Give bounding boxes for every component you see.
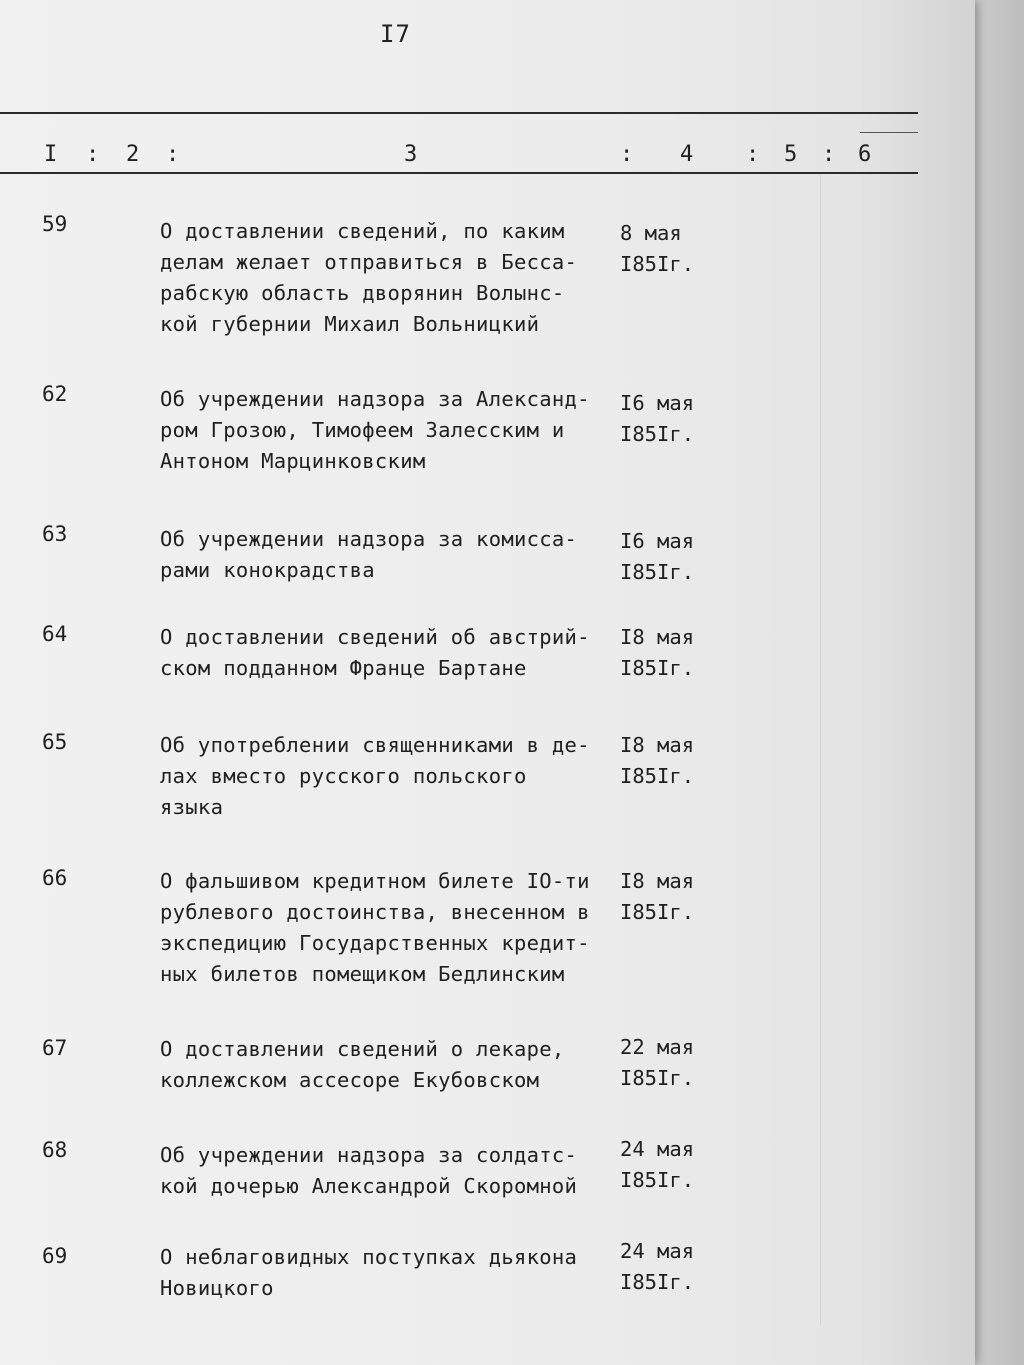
entry-number: 66: [42, 866, 68, 890]
entry-date: 24 мая I85Iг.: [620, 1239, 695, 1294]
header-rule-bottom: [0, 172, 918, 174]
entry-number: 63: [42, 522, 68, 546]
entry-number: 65: [42, 730, 68, 754]
entry-number: 69: [42, 1244, 68, 1268]
entry-number: 62: [42, 382, 68, 406]
entry-description: О неблаговидных поступках дьякона Новицкого: [160, 1245, 578, 1300]
column-header-5: 5: [784, 142, 798, 167]
entry-description: О доставлении сведений, по каким делам желает отправиться в Бесса- рабскую область дворянин Волынс- кой губернии Михаил Вольницкий: [160, 219, 578, 336]
column-divider-faint: [820, 175, 821, 1325]
entry-description: О доставлении сведений об австрий- ском подданном Франце Бартане: [160, 625, 590, 680]
entry-date: I6 мая I85Iг.: [620, 391, 695, 446]
column-header-6: 6: [858, 142, 872, 167]
entry-description: Об учреждении надзора за Александ- ром Грозою, Тимофеем Залесским и Антоном Марцинковским: [160, 387, 590, 473]
entry-date: I8 мая I85Iг.: [620, 869, 695, 924]
header-rule-partial: [860, 132, 918, 133]
column-header-2: 2: [126, 142, 140, 167]
entry-date: I8 мая I85Iг.: [620, 733, 695, 788]
column-header-4: 4: [680, 142, 694, 167]
column-separator: :: [620, 142, 634, 167]
entry-description: О фальшивом кредитном билете IO-ти рублевого достоинства, внесенном в экспедицию Государственных кредит- ных билетов помещиком Бедлинским: [160, 869, 590, 986]
entry-date: I8 мая I85Iг.: [620, 625, 695, 680]
entry-number: 64: [42, 622, 68, 646]
header-rule-top: [0, 112, 918, 114]
entry-date: I6 мая I85Iг.: [620, 529, 695, 584]
entry-description: Об учреждении надзора за комисса- рами конокрадства: [160, 527, 578, 582]
entry-description: О доставлении сведений о лекаре, коллежском ассесоре Екубовском: [160, 1037, 565, 1092]
column-separator: :: [86, 142, 100, 167]
entry-number: 67: [42, 1036, 68, 1060]
column-separator: :: [746, 142, 760, 167]
entry-date: 8 мая I85Iг.: [620, 221, 695, 276]
entry-date: 22 мая I85Iг.: [620, 1035, 695, 1090]
entry-description: Об учреждении надзора за солдатс- кой дочерью Александрой Скоромной: [160, 1143, 578, 1198]
entry-number: 68: [42, 1138, 68, 1162]
entry-number: 59: [42, 212, 68, 236]
entry-description: Об употреблении священниками в де- лах вместо русского польского языка: [160, 733, 590, 819]
column-separator: :: [166, 142, 180, 167]
column-separator: :: [822, 142, 836, 167]
column-header-3: 3: [404, 142, 418, 167]
column-header-1: I: [44, 142, 58, 167]
page-number: I7: [380, 20, 411, 48]
entry-date: 24 мая I85Iг.: [620, 1137, 695, 1192]
